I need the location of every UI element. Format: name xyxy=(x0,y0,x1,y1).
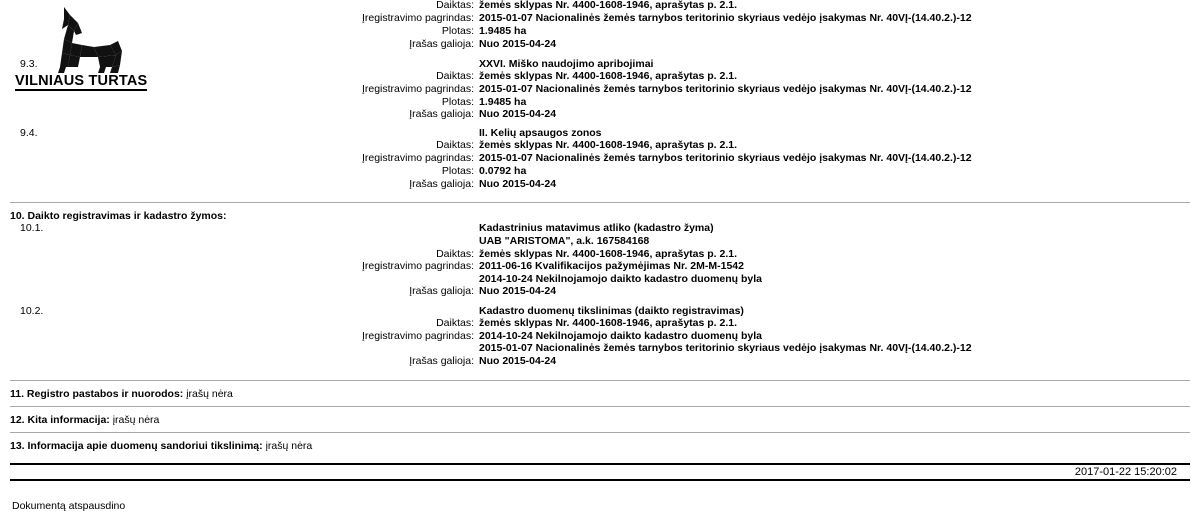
label-plotas: Plotas: xyxy=(441,25,474,37)
label-daiktas: Daiktas: xyxy=(436,248,474,260)
label-galioja: Įrašas galioja: xyxy=(409,178,474,190)
label-galioja: Įrašas galioja: xyxy=(409,108,474,120)
value-pagrindas: 2015-01-07 Nacionalinės žemės tarnybos teritorinio skyriaus vedėjo įsakymas Nr. 40VĮ-(14.40.2.)-12 xyxy=(479,12,972,24)
section-12 xyxy=(10,414,159,426)
item-title: Kadastrinius matavimus atliko (kadastro žyma) xyxy=(479,222,714,234)
value-pagrindas: 2015-01-07 Nacionalinės žemės tarnybos teritorinio skyriaus vedėjo įsakymas Nr. 40VĮ-(14.40.2.)-12 xyxy=(479,152,972,164)
section-divider xyxy=(10,202,1190,203)
label-daiktas: Daiktas: xyxy=(436,70,474,82)
label-daiktas: Daiktas: xyxy=(436,317,474,329)
value-galioja: Nuo 2015-04-24 xyxy=(479,38,557,50)
value-daiktas: žemės sklypas Nr. 4400-1608-1946, aprašytas p. 2.1. xyxy=(479,248,738,260)
value-pagrindas: 2015-01-07 Nacionalinės žemės tarnybos teritorinio skyriaus vedėjo įsakymas Nr. 40VĮ-(14.40.2.)-12 xyxy=(479,342,972,354)
label-plotas: Plotas: xyxy=(441,165,474,177)
section-11-value: įrašų nėra xyxy=(186,388,233,400)
section-13-title: 13. Informacija apie duomenų sandoriui tikslinimą: xyxy=(10,440,263,452)
item-title: Kadastro duomenų tikslinimas (daikto registravimas) xyxy=(479,305,744,317)
value-galioja: Nuo 2015-04-24 xyxy=(479,178,557,190)
section-divider xyxy=(10,432,1190,433)
item-number: 10.2. xyxy=(20,305,44,317)
section-11 xyxy=(10,388,233,400)
section-10-title: 10. Daikto registravimas ir kadastro žymos: xyxy=(10,210,227,222)
footer-divider-top xyxy=(10,463,1190,465)
value-plotas: 1.9485 ha xyxy=(479,25,527,37)
section-divider xyxy=(10,380,1190,381)
label-galioja: Įrašas galioja: xyxy=(409,285,474,297)
section-divider xyxy=(10,406,1190,407)
logo-text: VILNIAUS TURTAS xyxy=(15,73,148,89)
item-number: 9.3. xyxy=(20,58,38,70)
value-daiktas: žemės sklypas Nr. 4400-1608-1946, aprašytas p. 2.1. xyxy=(479,139,738,151)
label-pagrindas: Įregistravimo pagrindas: xyxy=(361,152,474,164)
value-plotas: 1.9485 ha xyxy=(479,96,527,108)
value-pagrindas: 2011-06-16 Kvalifikacijos pažymėjimas Nr. 2M-M-1542 xyxy=(479,260,744,272)
section-13 xyxy=(10,440,312,452)
value-pagrindas: 2015-01-07 Nacionalinės žemės tarnybos teritorinio skyriaus vedėjo įsakymas Nr. 40VĮ-(14.40.2.)-12 xyxy=(479,83,972,95)
value-galioja: Nuo 2015-04-24 xyxy=(479,285,557,297)
label-pagrindas: Įregistravimo pagrindas: xyxy=(361,12,474,24)
printed-by-label: Dokumentą atspausdino xyxy=(12,500,126,512)
item-subtitle: UAB "ARISTOMA", a.k. 167584168 xyxy=(479,235,650,247)
label-galioja: Įrašas galioja: xyxy=(409,38,474,50)
item-number: 10.1. xyxy=(20,222,44,234)
value-galioja: Nuo 2015-04-24 xyxy=(479,108,557,120)
section-13-value: įrašų nėra xyxy=(265,440,313,452)
item-number: 9.4. xyxy=(20,127,38,139)
item-title: II. Kelių apsaugos zonos xyxy=(479,127,602,139)
value-daiktas: žemės sklypas Nr. 4400-1608-1946, aprašytas p. 2.1. xyxy=(479,317,738,329)
value-pagrindas: 2014-10-24 Nekilnojamojo daikto kadastro duomenų byla xyxy=(479,330,763,342)
section-12-value: įrašų nėra xyxy=(112,414,160,426)
item-title: XXVI. Miško naudojimo apribojimai xyxy=(479,58,654,70)
label-pagrindas: Įregistravimo pagrindas: xyxy=(361,330,474,342)
value-daiktas: žemės sklypas Nr. 4400-1608-1946, aprašytas p. 2.1. xyxy=(479,0,738,11)
label-galioja: Įrašas galioja: xyxy=(409,355,474,367)
label-pagrindas: Įregistravimo pagrindas: xyxy=(361,260,474,272)
label-pagrindas: Įregistravimo pagrindas: xyxy=(361,83,474,95)
print-timestamp: 2017-01-22 15:20:02 xyxy=(1074,466,1177,478)
footer-divider-bottom xyxy=(10,479,1190,481)
value-plotas: 0.0792 ha xyxy=(479,165,527,177)
label-daiktas: Daiktas: xyxy=(436,139,474,151)
value-daiktas: žemės sklypas Nr. 4400-1608-1946, aprašytas p. 2.1. xyxy=(479,70,738,82)
section-11-title: 11. Registro pastabos ir nuorodos: xyxy=(10,388,184,400)
label-daiktas: Daiktas: xyxy=(436,0,474,11)
value-pagrindas: 2014-10-24 Nekilnojamojo daikto kadastro duomenų byla xyxy=(479,273,763,285)
label-plotas: Plotas: xyxy=(441,96,474,108)
section-12-title: 12. Kita informacija: xyxy=(10,414,110,426)
value-galioja: Nuo 2015-04-24 xyxy=(479,355,557,367)
